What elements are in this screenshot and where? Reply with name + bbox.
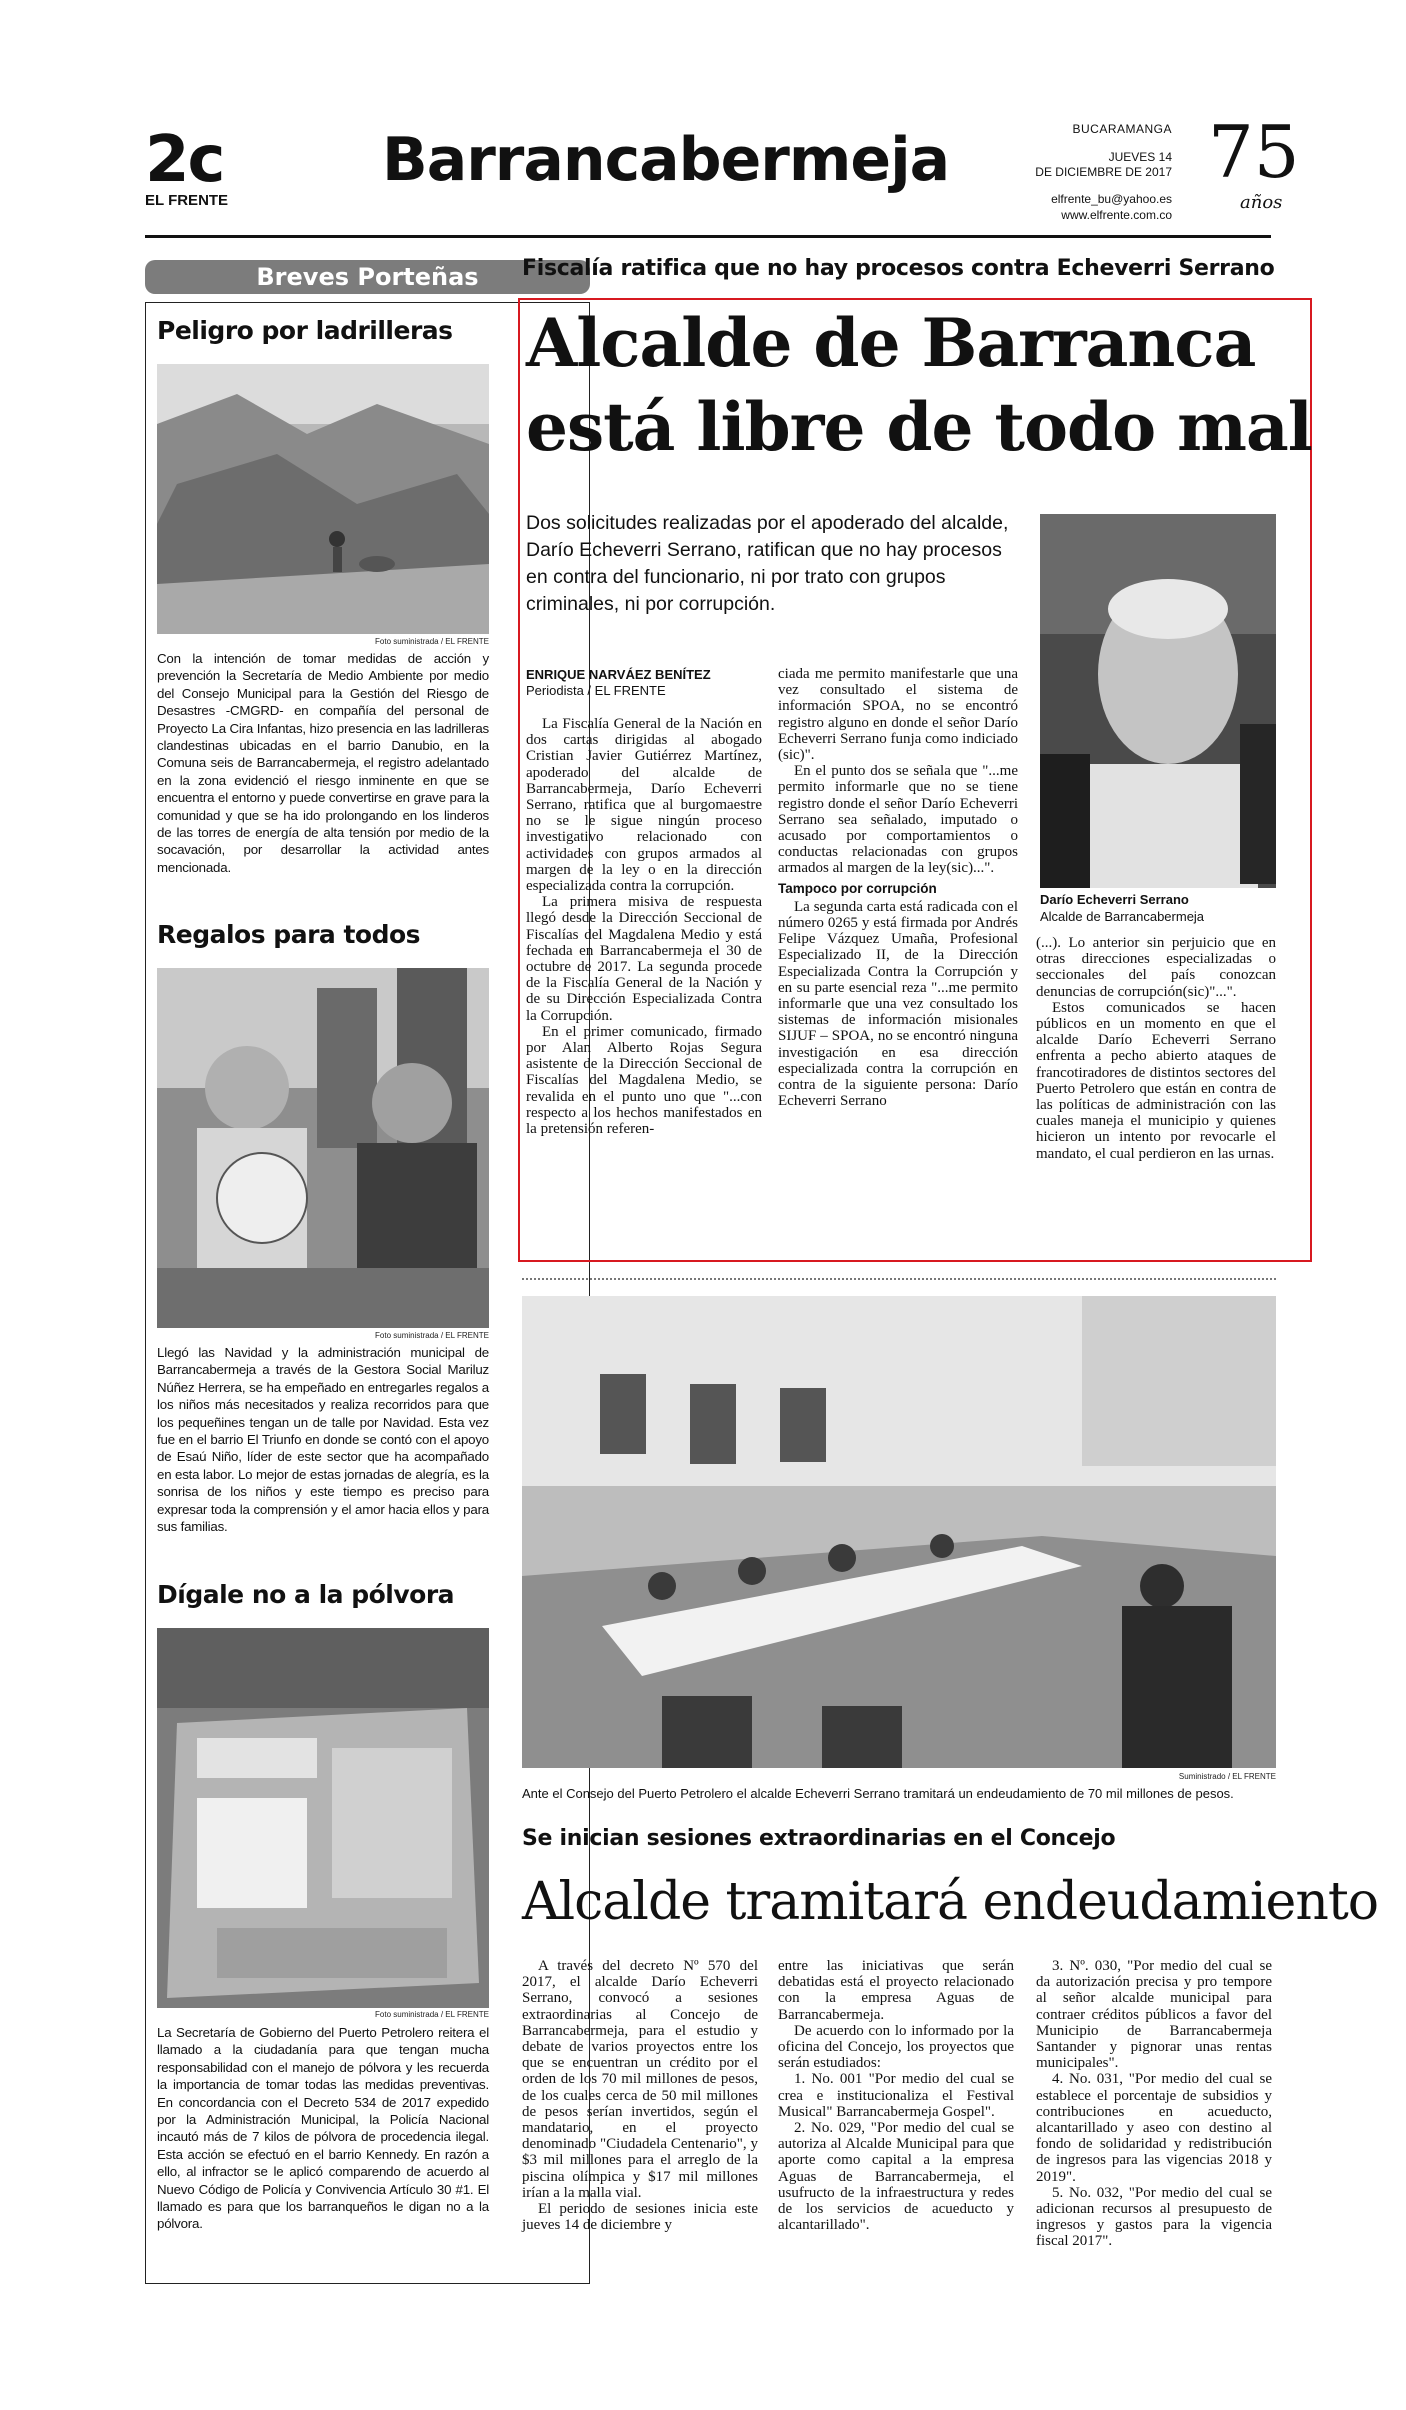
brickworks-photo	[157, 364, 489, 634]
sidebar-item-text: Llegó las Navidad y la administración municipal de Barrancabermeja a través de la Gestora Social Mariluz Núñez Herrera, se ha empeñado en entregarles regalos a los niños más necesitados y realiza recorridos para que los pequeñines tengan un de talle por Navidad. Esta vez fue en el barrio El Triunfo en donde se contó con el apoyo de Esaú Niño, líder de este sector que ha acompañado en esta labor. Lo mejor de estas jornadas de alegría, es la sonrisa de los niños y este tiempo es preciso para expresar toda la comprensión y el amor hacia ellos y para sus familias.	[157, 1345, 489, 1535]
portrait-caption-role: Alcalde de Barrancabermeja	[1040, 909, 1205, 924]
story2-headline: Alcalde tramitará endeudamiento	[522, 1872, 1379, 1932]
paragraph: ciada me permito manifestarle que una vez consultado el sistema de información SPOA, no se encontró registro alguno en donde el señor Darío Echeverri Serrano funja como indiciado (sic)".	[778, 666, 1018, 764]
story1-column-1	[526, 716, 762, 1137]
story2-kicker: Se inician sesiones extraordinarias en el Concejo	[522, 1826, 1116, 1851]
fireworks-photo	[157, 1628, 489, 2008]
paragraph: El periodo de sesiones inicia este jueves 14 de diciembre y	[522, 2201, 758, 2234]
story1-column-2	[778, 666, 1018, 1109]
photo-credit: Foto suministrada / EL FRENTE	[375, 1331, 489, 1340]
photo-credit: Foto suministrada / EL FRENTE	[375, 637, 489, 646]
subhead: Tampoco por corrupción	[778, 880, 937, 896]
date-line-2: DE DICIEMBRE DE 2017	[1035, 165, 1172, 179]
story1-headline-line1: Alcalde de Barranca	[526, 304, 1256, 382]
paragraph: En el primer comunicado, firmado por Alan Alberto Rojas Segura asistente de la Dirección Seccional de Fiscalías del Magdalena Medio, se revalida en el punto uno que "...con respecto a los hechos manifestados en la pretensión referen-	[526, 1023, 762, 1138]
sidebar-item-title: Dígale no a la pólvora	[157, 1580, 455, 1609]
story1-column-3	[1036, 935, 1276, 1162]
byline-name: ENRIQUE NARVÁEZ BENÍTEZ	[526, 667, 711, 682]
edition-city: BUCARAMANGA	[1072, 122, 1172, 136]
paragraph: 3. Nº. 030, "Por medio del cual se da autorización precisa y pro tempore al señor alcalde municipal para contraer créditos públicos a favor del Municipio de Barrancabermeja Santander y pignorar unas rentas municipales".	[1036, 1958, 1272, 2072]
photo-caption: Ante el Consejo del Puerto Petrolero el alcalde Echeverri Serrano tramitará un endeudamiento de 70 mil millones de pesos.	[522, 1786, 1234, 1801]
sidebar-item-title: Peligro por ladrilleras	[157, 316, 453, 345]
header-rule	[145, 235, 1271, 238]
council-session-photo	[522, 1296, 1276, 1768]
page-number: 2c	[145, 123, 224, 197]
anniversary-number: 75	[1208, 110, 1300, 194]
date-line-1: JUEVES 14	[1108, 150, 1172, 164]
photo-credit: Foto suministrada / EL FRENTE	[375, 2010, 489, 2019]
paragraph: En el punto dos se señala que "...me permito informarle que no se tiene registro donde el señor Darío Echeverri Serrano sea señalado, imputado o acusado por comportamientos o conductas relacionadas con grupos armados al margen de la ley(sic)...".	[778, 763, 1018, 877]
story-separator	[522, 1278, 1276, 1280]
sidebar-item-text: Con la intención de tomar medidas de acción y prevención la Secretaría de Medio Ambiente por medio del Consejo Municipal para la Gestión del Riesgo de Desastres -CMGRD- en compañía del personal de Proyecto La Cira Infantas, hizo presencia en las ladrilleras clandestinas ubicadas en el barrio Danubio, en la Comuna seis de Barrancabermeja, el registro adelantado en la zona evidenció el riesgo inminente en que se encuentra el entorno y puede convertirse en grave para la comunidad y que se ha ido prolongando en los linderos de las torres de energía de alta tensión por medio de la socavación, por desarrollar la actividad antes mencionada.	[157, 651, 489, 875]
website-link: www.elfrente.com.co	[1061, 208, 1172, 222]
story2-column-3	[1036, 1958, 1272, 2250]
sidebar-item-title: Regalos para todos	[157, 920, 421, 949]
paragraph: 2. No. 029, "Por medio del cual se autoriza al Alcalde Municipal para que aporte como capital a la empresa Aguas de Barrancabermeja, el usufructo de la infraestructura y redes de los servicios de acueducto y alcantarillado".	[778, 2120, 1014, 2234]
portrait-caption-name: Darío Echeverri Serrano	[1040, 892, 1189, 907]
story1-headline-line2: está libre de todo mal	[526, 388, 1312, 466]
sidebar-band-title: Breves Porteñas	[145, 260, 590, 294]
section-title: Barrancabermeja	[382, 125, 950, 195]
story1-lede: Dos solicitudes realizadas por el apoderado del alcalde, Darío Echeverri Serrano, ratifican que no hay procesos en contra del funcionario, ni por trato con grupos criminales, ni por corrupción.	[526, 512, 1009, 615]
photo-credit: Suministrado / EL FRENTE	[1178, 1772, 1276, 1781]
paragraph: La primera misiva de respuesta llegó desde la Dirección Seccional de Fiscalías del Magdalena Medio y está fechada en Barrancabermeja el 30 de octubre de 2017. La segunda procede de la Fiscalía General de la Nación y de su Dirección Especializada Contra la Corrupción.	[526, 894, 762, 1024]
paragraph: 1. No. 001 "Por medio del cual se crea e institucionaliza el Festival Musical" Barrancabermeja Gospel".	[778, 2071, 1014, 2120]
paragraph: La Fiscalía General de la Nación en dos cartas dirigidas al abogado Cristian Javier Gutiérrez Martínez, apoderado del alcalde de Barrancabermeja, Darío Echeverri Serrano, ratifica que al burgomaestre no se le sigue ningún proceso investigativo relacionado con actividades con grupos armados al margen de la ley o en la dirección especializada contra la corrupción.	[526, 716, 762, 895]
paragraph: De acuerdo con lo informado por la oficina del Concejo, los proyectos que serán estudiados:	[778, 2022, 1014, 2072]
paragraph: Estos comunicados se hacen públicos en un momento en que el alcalde Darío Echeverri Serrano enfrenta a pecho abierto ataques de francotiradores de distintos sectores del Puerto Petrolero que están en contra de las políticas de administración con las cuales maneja el municipio y quienes hicieron un intento por revocarle el mandato, el cual perdieron en las urnas.	[1036, 999, 1276, 1162]
anniversary-logo	[1198, 110, 1300, 216]
gifts-photo	[157, 968, 489, 1328]
byline-role: Periodista / EL FRENTE	[526, 683, 666, 698]
anniversary-word: años	[1240, 192, 1283, 213]
mayor-portrait-photo	[1040, 514, 1276, 888]
paragraph: 4. No. 031, "Por medio del cual se establece el porcentaje de subsidios y contribuciones en acueducto, alcantarillado y aseo con destino al fondo de solidaridad y redistribución de ingresos para las vigencias 2018 y 2019".	[1036, 2071, 1272, 2185]
paragraph: La segunda carta está radicada con el número 0265 y está firmada por Andrés Felipe Vázquez Umaña, Profesional Especializado II, de la Dirección Especializada Contra la Corrupción y en su parte esencial reza "...me permito informarle que una vez consultado los sistemas de información misionales SIJUF – SPOA, no se encontró ninguna investigación en esa dirección especializada contra la corrupción en contra de la siguiente persona: Darío Echeverri Serrano	[778, 898, 1018, 1110]
paper-name: EL FRENTE	[145, 192, 229, 209]
sidebar-item-text: La Secretaría de Gobierno del Puerto Petrolero reitera el llamado a la ciudadanía para que tengan mucha responsabilidad con el manejo de pólvora y les recuerda la importancia de tomar todas las medidas preventivas. En concordancia con el Decreto 534 de 2017 expedido por la Administración Municipal, la Policía Nacional incautó más de 7 kilos de pólvora de procedencia ilegal. Esta acción se efectuó en el barrio Kennedy. En razón a ello, al infractor se le aplicó comparendo de acuerdo al Nuevo Código de Policía y Convivencia Artículo 30 #1. El llamado es para que los barranqueños le digan no a la pólvora.	[157, 2025, 489, 2232]
story2-column-2	[778, 1958, 1014, 2233]
paragraph: 5. No. 032, "Por medio del cual se adicionan recursos al presupuesto de ingresos y gastos para la vigencia fiscal 2017".	[1036, 2184, 1272, 2250]
paragraph: (...). Lo anterior sin perjuicio que en otras direcciones especializadas o seccionales del país conozcan denuncias de corrupción(sic)"...".	[1036, 935, 1276, 1000]
paragraph: entre las iniciativas que serán debatidas está el proyecto relacionado con la empresa Aguas de Barrancabermeja.	[778, 1958, 1014, 2023]
paragraph: A través del decreto Nº 570 del 2017, el alcalde Darío Echeverri Serrano, convocó a sesiones extraordinarias al Concejo de Barrancabermeja, para el estudio y debate de varios proyectos entre los que se encuentran un crédito por el orden de los 70 mil millones de pesos, de los cuales cerca de 50 mil millones de pesos serían invertidos, según el mandatario, en el proyecto denominado "Ciudadela Centenario", y $3 mil millones para el arreglo de la piscina olímpica y $17 mil millones irían a la malla vial.	[522, 1958, 758, 2201]
story2-column-1	[522, 1958, 758, 2233]
contact-email: elfrente_bu@yahoo.es	[1051, 192, 1172, 206]
story1-kicker: Fiscalía ratifica que no hay procesos contra Echeverri Serrano	[522, 256, 1275, 281]
